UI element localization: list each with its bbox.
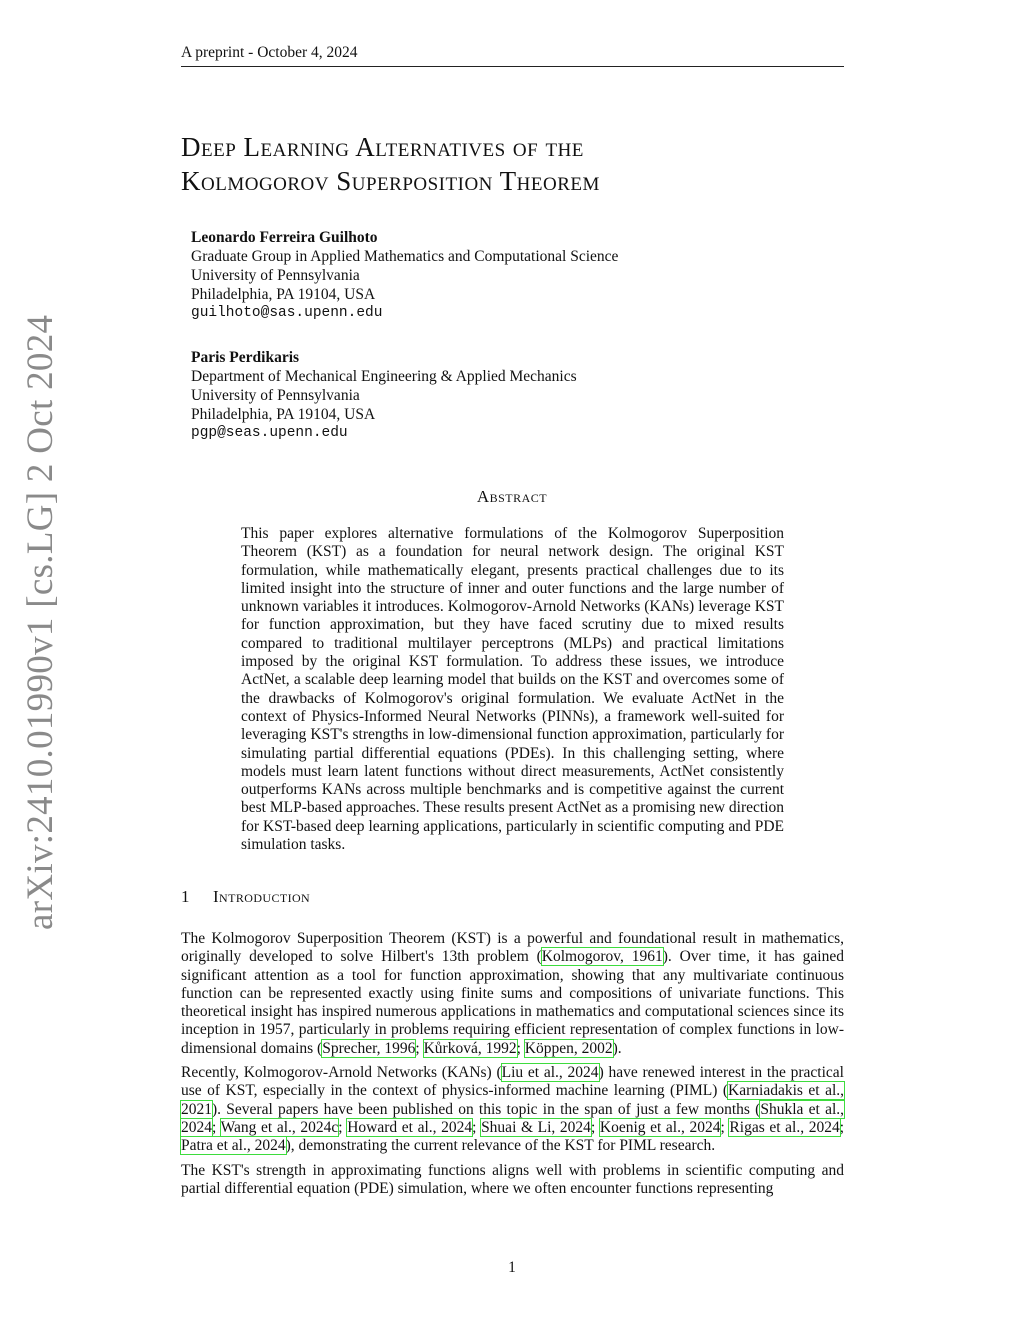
author-block-2 <box>191 348 811 443</box>
title-line-2: Kolmogorov Superposition Theorem <box>181 166 600 196</box>
introduction-body <box>181 930 844 1204</box>
author-affiliation: Department of Mechanical Engineering & Applied Mechanics <box>191 368 577 385</box>
citation-link[interactable]: Wang et al., 2024c <box>220 1118 339 1136</box>
citation-link[interactable]: Sprecher, 1996 <box>322 1039 416 1057</box>
section-title: Introduction <box>213 887 311 906</box>
citation-link[interactable]: Kolmogorov, 1961 <box>541 948 663 966</box>
citation-link[interactable]: Kůrková, 1992 <box>423 1039 517 1057</box>
author-name: Paris Perdikaris <box>191 349 300 366</box>
citation-link[interactable]: Howard et al., 2024 <box>347 1118 473 1136</box>
author-block-1 <box>191 228 811 323</box>
citation-link[interactable]: Rigas et al., 2024 <box>729 1118 840 1136</box>
author-address: Philadelphia, PA 19104, USA <box>191 406 376 423</box>
citation-link[interactable]: Shuai & Li, 2024 <box>481 1118 591 1136</box>
citation-link[interactable]: Liu et al., 2024 <box>501 1064 599 1082</box>
paragraph-1: The Kolmogorov Superposition Theorem (KST) is a powerful and foundational result in mathematics, originally developed to solve Hilbert's 13th problem (Kolmogorov, 1961). Over time, it has gained significant attention as a tool for function approximation, showing that any multivariate continuous function can be represented exactly using finite sums and compositions of univariate functions. This theoretical insight has inspired numerous applications in mathematics and computational sciences since its inception in 1957, particularly in problems requiring efficient representation of complex functions in low-dimensional domains (Sprecher, 1996; Kůrková, 1992; Köppen, 2002). <box>181 930 844 1057</box>
author-name: Leonardo Ferreira Guilhoto <box>191 229 378 246</box>
citation-link[interactable]: Köppen, 2002 <box>524 1039 613 1057</box>
author-address: Philadelphia, PA 19104, USA <box>191 286 376 303</box>
section-heading-introduction <box>181 887 310 907</box>
paragraph-2: Recently, Kolmogorov-Arnold Networks (KANs) (Liu et al., 2024) have renewed interest in the practical use of KST, especially in the context of physics-informed machine learning (PIML) (Karniadakis et al., 2021). Several papers have been published on this topic in the span of just a few months (Shukla et al., 2024; Wang et al., 2024c; Howard et al., 2024; Shuai & Li, 2024; Koenig et al., 2024; Rigas et al., 2024; Patra et al., 2024), demonstrating the current relevance of the KST for PIML research. <box>181 1064 845 1155</box>
citation-link[interactable]: Koenig et al., 2024 <box>599 1118 721 1136</box>
abstract-heading: Abstract <box>476 487 548 506</box>
citation-link[interactable]: Shukla et al., 2024 <box>181 1100 844 1136</box>
author-email[interactable]: pgp@seas.upenn.edu <box>191 425 348 441</box>
title-line-1: Deep Learning Alternatives of the <box>181 132 584 162</box>
running-header: A preprint - October 4, 2024 <box>181 44 844 67</box>
author-affiliation: Graduate Group in Applied Mathematics and Computational Science <box>191 248 619 265</box>
citation-link[interactable]: Karniadakis et al., 2021 <box>181 1082 845 1118</box>
author-email[interactable]: guilhoto@sas.upenn.edu <box>191 305 383 321</box>
section-number: 1 <box>181 887 190 906</box>
citation-link[interactable]: Patra et al., 2024 <box>181 1137 286 1155</box>
author-institution: University of Pennsylvania <box>191 387 360 404</box>
paper-title <box>181 130 844 198</box>
arxiv-identifier-stamp: arXiv:2410.01990v1 [cs.LG] 2 Oct 2024 <box>20 314 61 930</box>
abstract-text: This paper explores alternative formulations of the Kolmogorov Superposition Theorem (KST) as a foundation for neural network design. The original KST formulation, while mathematically elegant, presents practical challenges due to its limited insight into the structure of inner and outer functions and the large number of unknown variables it introduces. Kolmogorov-Arnold Networks (KANs) leverage KST for function approximation, but they have faced scrutiny due to mixed results compared to traditional multilayer perceptrons (MLPs) and practical limitations imposed by the original KST formulation. To address these issues, we introduce ActNet, a scalable deep learning model that builds on the KST and overcomes some of the drawbacks of Kolmogorov's original formulation. We evaluate ActNet in the context of Physics-Informed Neural Networks (PINNs), a framework well-suited for leveraging KST's strengths in low-dimensional function approximation, particularly for simulating partial differential equations (PDEs). In this challenging setting, where models must learn latent functions without direct measurements, ActNet consistently outperforms KANs across multiple benchmarks and is competitive against the current best MLP-based approaches. These results present ActNet as a promising new direction for KST-based deep learning applications, particularly in scientific computing and PDE simulation tasks. <box>241 525 784 854</box>
page-number: 1 <box>508 1259 516 1276</box>
author-institution: University of Pennsylvania <box>191 267 360 284</box>
paragraph-3: The KST's strength in approximating functions aligns well with problems in scientific computing and partial differential equation (PDE) simulation, where we often encounter functions representing <box>181 1161 844 1197</box>
